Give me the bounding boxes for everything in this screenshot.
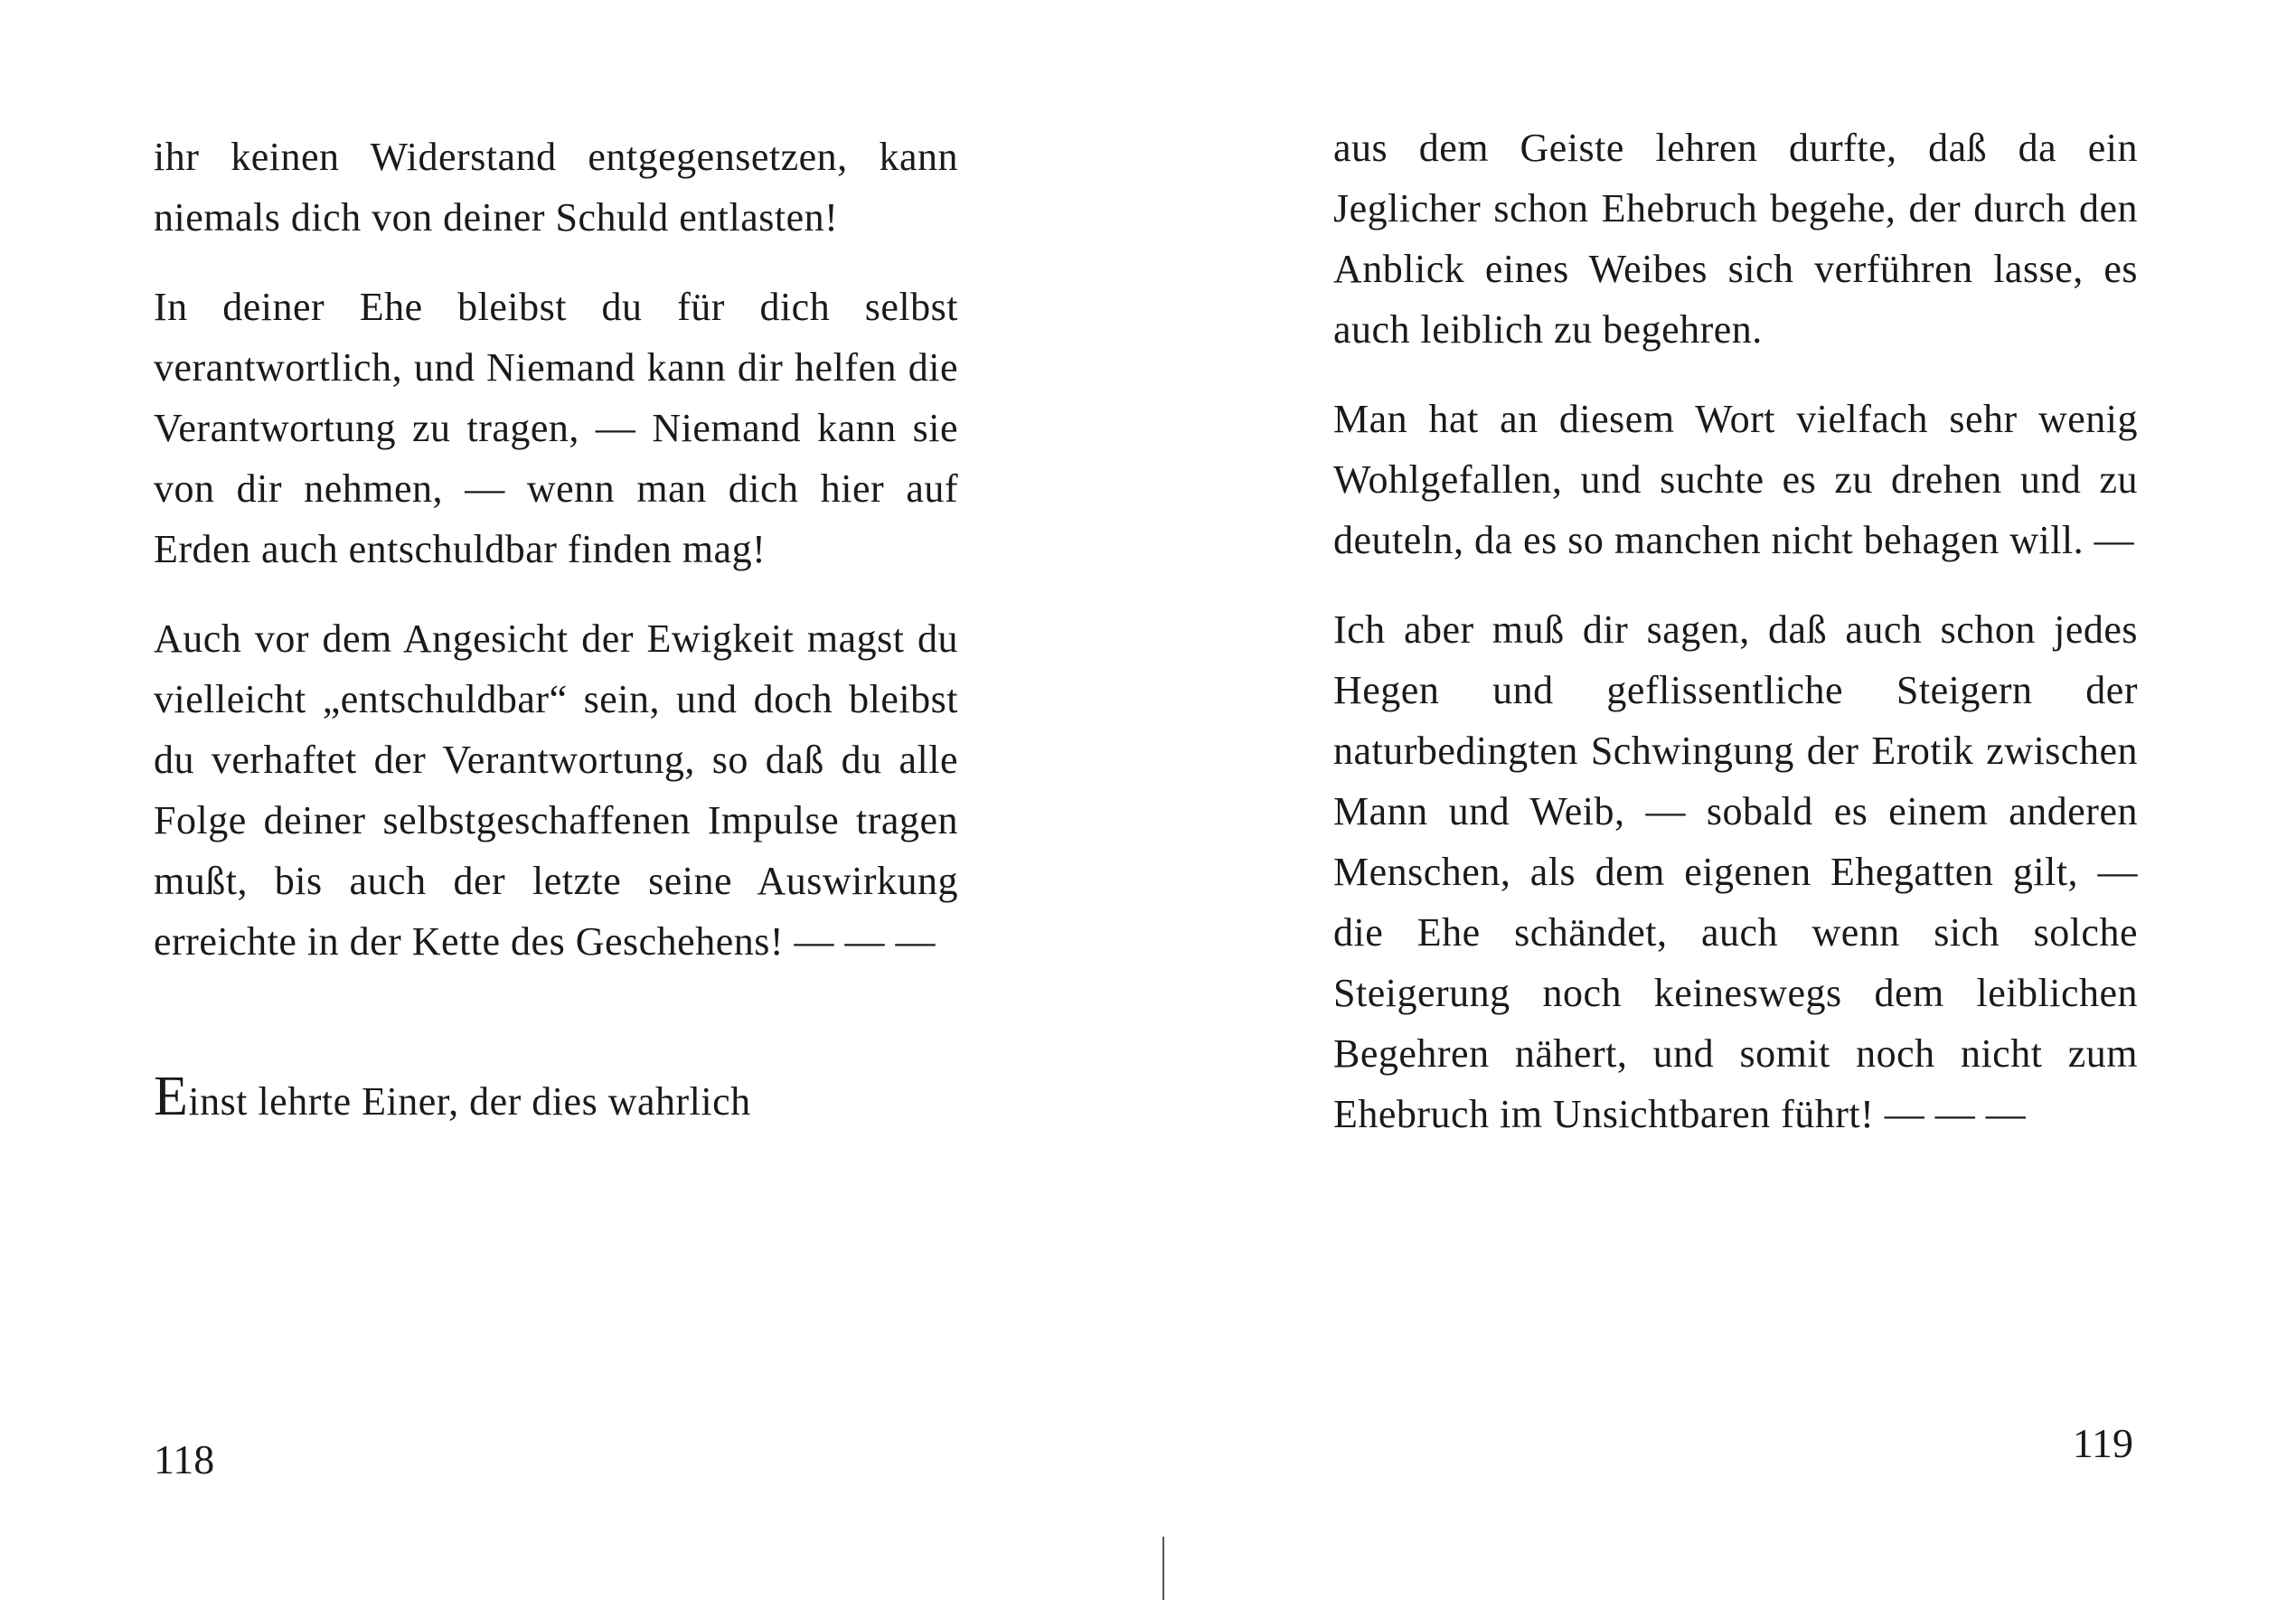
page-number-right: 119: [2072, 1420, 2133, 1466]
paragraph-text: inst lehrte Einer, der dies wahrlich: [188, 1079, 751, 1124]
initial-letter: E: [154, 1066, 189, 1127]
left-page-text: [154, 127, 958, 1161]
book-gutter-line: [1162, 1537, 1164, 1600]
paragraph: Auch vor dem Angesicht der Ewigkeit magst du vielleicht „entschuldbar“ sein, und doch bleibst du verhaftet der Verantwortung, so daß du alle Folge deiner selbstgeschaffenen Impulse tragen mußt, bis auch der letzte seine Auswirkung erreichte in der Kette des Geschehens! — — —: [154, 616, 958, 964]
page-number-left: 118: [154, 1436, 215, 1482]
right-page-text: [1333, 118, 2138, 1173]
right-page: [1148, 0, 2296, 1609]
paragraph: Ich aber muß dir sagen, daß auch schon jedes Hegen und geflissentliche Steigern der naturbedingten Schwingung der Erotik zwischen Mann und Weib, — sobald es einem anderen Menschen, als dem eigenen Ehegatten gilt, — die Ehe schändet, auch wenn sich solche Steigerung noch keineswegs dem leiblichen Begehren nähert, und somit noch nicht zum Ehebruch im Unsichtbaren führt! — — —: [1333, 607, 2138, 1136]
paragraph: Man hat an diesem Wort vielfach sehr wenig Wohlgefallen, und suchte es zu drehen und zu deuteln, da es so manchen nicht behagen will. —: [1333, 397, 2138, 562]
paragraph: In deiner Ehe bleibst du für dich selbst verantwortlich, und Niemand kann dir helfen die Verantwortung zu tragen, — Niemand kann sie von dir nehmen, — wenn man dich hier auf Erden auch entschuldbar finden mag!: [154, 285, 958, 571]
paragraph: aus dem Geiste lehren durfte, daß da ein Jeglicher schon Ehebruch begehe, der durch den Anblick eines Weibes sich verführen lasse, es auch leiblich zu begehren.: [1333, 126, 2138, 352]
section-opening-paragraph: [154, 1066, 958, 1132]
paragraph: ihr keinen Widerstand entgegensetzen, kann niemals dich von deiner Schuld entlasten!: [154, 135, 958, 240]
